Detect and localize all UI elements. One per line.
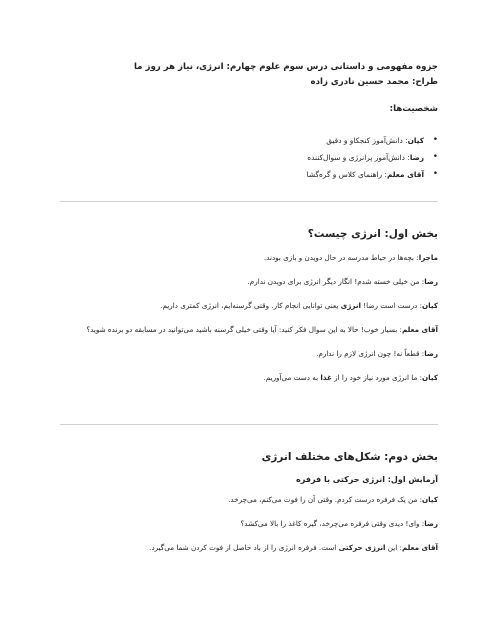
dialogue-text: به دست می‌آوریم.: [263, 373, 321, 382]
dialogue-line: [60, 348, 438, 359]
section-one: [60, 228, 438, 396]
dialogue-emphasis: انرژی: [340, 301, 361, 310]
speaker-name: رضا: [424, 349, 438, 358]
dialogue-text: : بچه‌ها در حیاط مدرسه در حال دویدن و بازی بودند.: [263, 253, 419, 262]
dialogue-text: : من یک فرفره درست کردم. وقتی آن را فوت می‌کنم، می‌چرخد.: [228, 495, 423, 504]
section-heading: بخش اول: انرژی چیست؟: [307, 228, 438, 240]
list-item: [60, 132, 430, 149]
character-name: آقای معلم: [386, 170, 424, 179]
speaker-name: کیان: [422, 373, 438, 382]
dialogue-text: : من خیلی خسته شدم! انگار دیگر انرژی برای دویدن ندارم.: [247, 277, 425, 286]
dialogue-line: [60, 300, 438, 311]
character-name: رضا: [409, 153, 424, 162]
dialogue-text: : ما انرژی مورد نیاز خود را از: [331, 373, 423, 382]
dialogue-line: [60, 372, 438, 383]
dialogue-text: : قطعاً نه! چون انرژی لازم را ندارم.: [316, 349, 425, 358]
dialogue-emphasis: غذا: [320, 373, 332, 382]
section-divider: [60, 424, 438, 425]
dialogue-line: [60, 542, 438, 553]
dialogue-line: [60, 518, 438, 529]
speaker-name: آقای معلم: [401, 543, 438, 552]
section-two: [60, 451, 438, 566]
dialogue-text: یعنی توانایی انجام کار. وقتی گرسنه‌ایم، انرژی کمتری داریم.: [160, 301, 341, 310]
dialogue-text: : این: [385, 543, 402, 552]
speaker-name: رضا: [424, 277, 438, 286]
speaker-name: آقای معلم: [401, 325, 438, 334]
character-desc: : دانش‌آموز پرانرژی و سوال‌کننده: [307, 153, 410, 162]
dialogue-emphasis: انرژی حرکتی: [338, 543, 386, 552]
dialogue-text: : درست است رضا!: [361, 301, 423, 310]
character-desc: : راهنمای کلاس و گره‌گشا: [306, 170, 387, 179]
dialogue-text: : بسیار خوب! حالا به این سوال فکر کنید: آیا وقتی خیلی گرسنه باشید می‌توانید در مسابقه دو برنده شوید؟: [86, 325, 402, 334]
document-header: [60, 60, 438, 183]
list-item: [60, 166, 430, 183]
speaker-name: رضا: [424, 519, 438, 528]
speaker-name: کیان: [422, 495, 438, 504]
dialogue-text: : وای! دیدی وقتی فرفره می‌چرخد، گیره کاغذ را بالا می‌کشد؟: [240, 519, 425, 528]
section-divider: [60, 201, 438, 202]
character-name: کیان: [407, 136, 424, 145]
document-title: جزوه مفهومی و داستانی درس سوم علوم چهارم: انرژی، نیاز هر روز ما: [133, 62, 438, 72]
section-subheading: آزمایش اول: انرژی حرکتی با فرفره: [296, 475, 438, 484]
speaker-name: ماجرا: [418, 253, 438, 262]
dialogue-line: [60, 276, 438, 287]
character-desc: : دانش‌آموز کنجکاو و دقیق: [326, 136, 408, 145]
characters-heading: شخصیت‌ها:: [389, 104, 438, 114]
dialogue-line: [60, 324, 438, 335]
list-item: [60, 149, 430, 166]
dialogue-line: [60, 252, 438, 263]
speaker-name: کیان: [422, 301, 438, 310]
document-designer: طراح: محمد حسین نادری زاده: [310, 77, 438, 87]
characters-list: [60, 132, 438, 183]
dialogue-text: است. فرفره انرژی را از باد حاصل از فوت کردن شما می‌گیرد.: [149, 543, 339, 552]
dialogue-line: [60, 494, 438, 505]
section-heading: بخش دوم: شکل‌های مختلف انرژی: [261, 451, 438, 463]
